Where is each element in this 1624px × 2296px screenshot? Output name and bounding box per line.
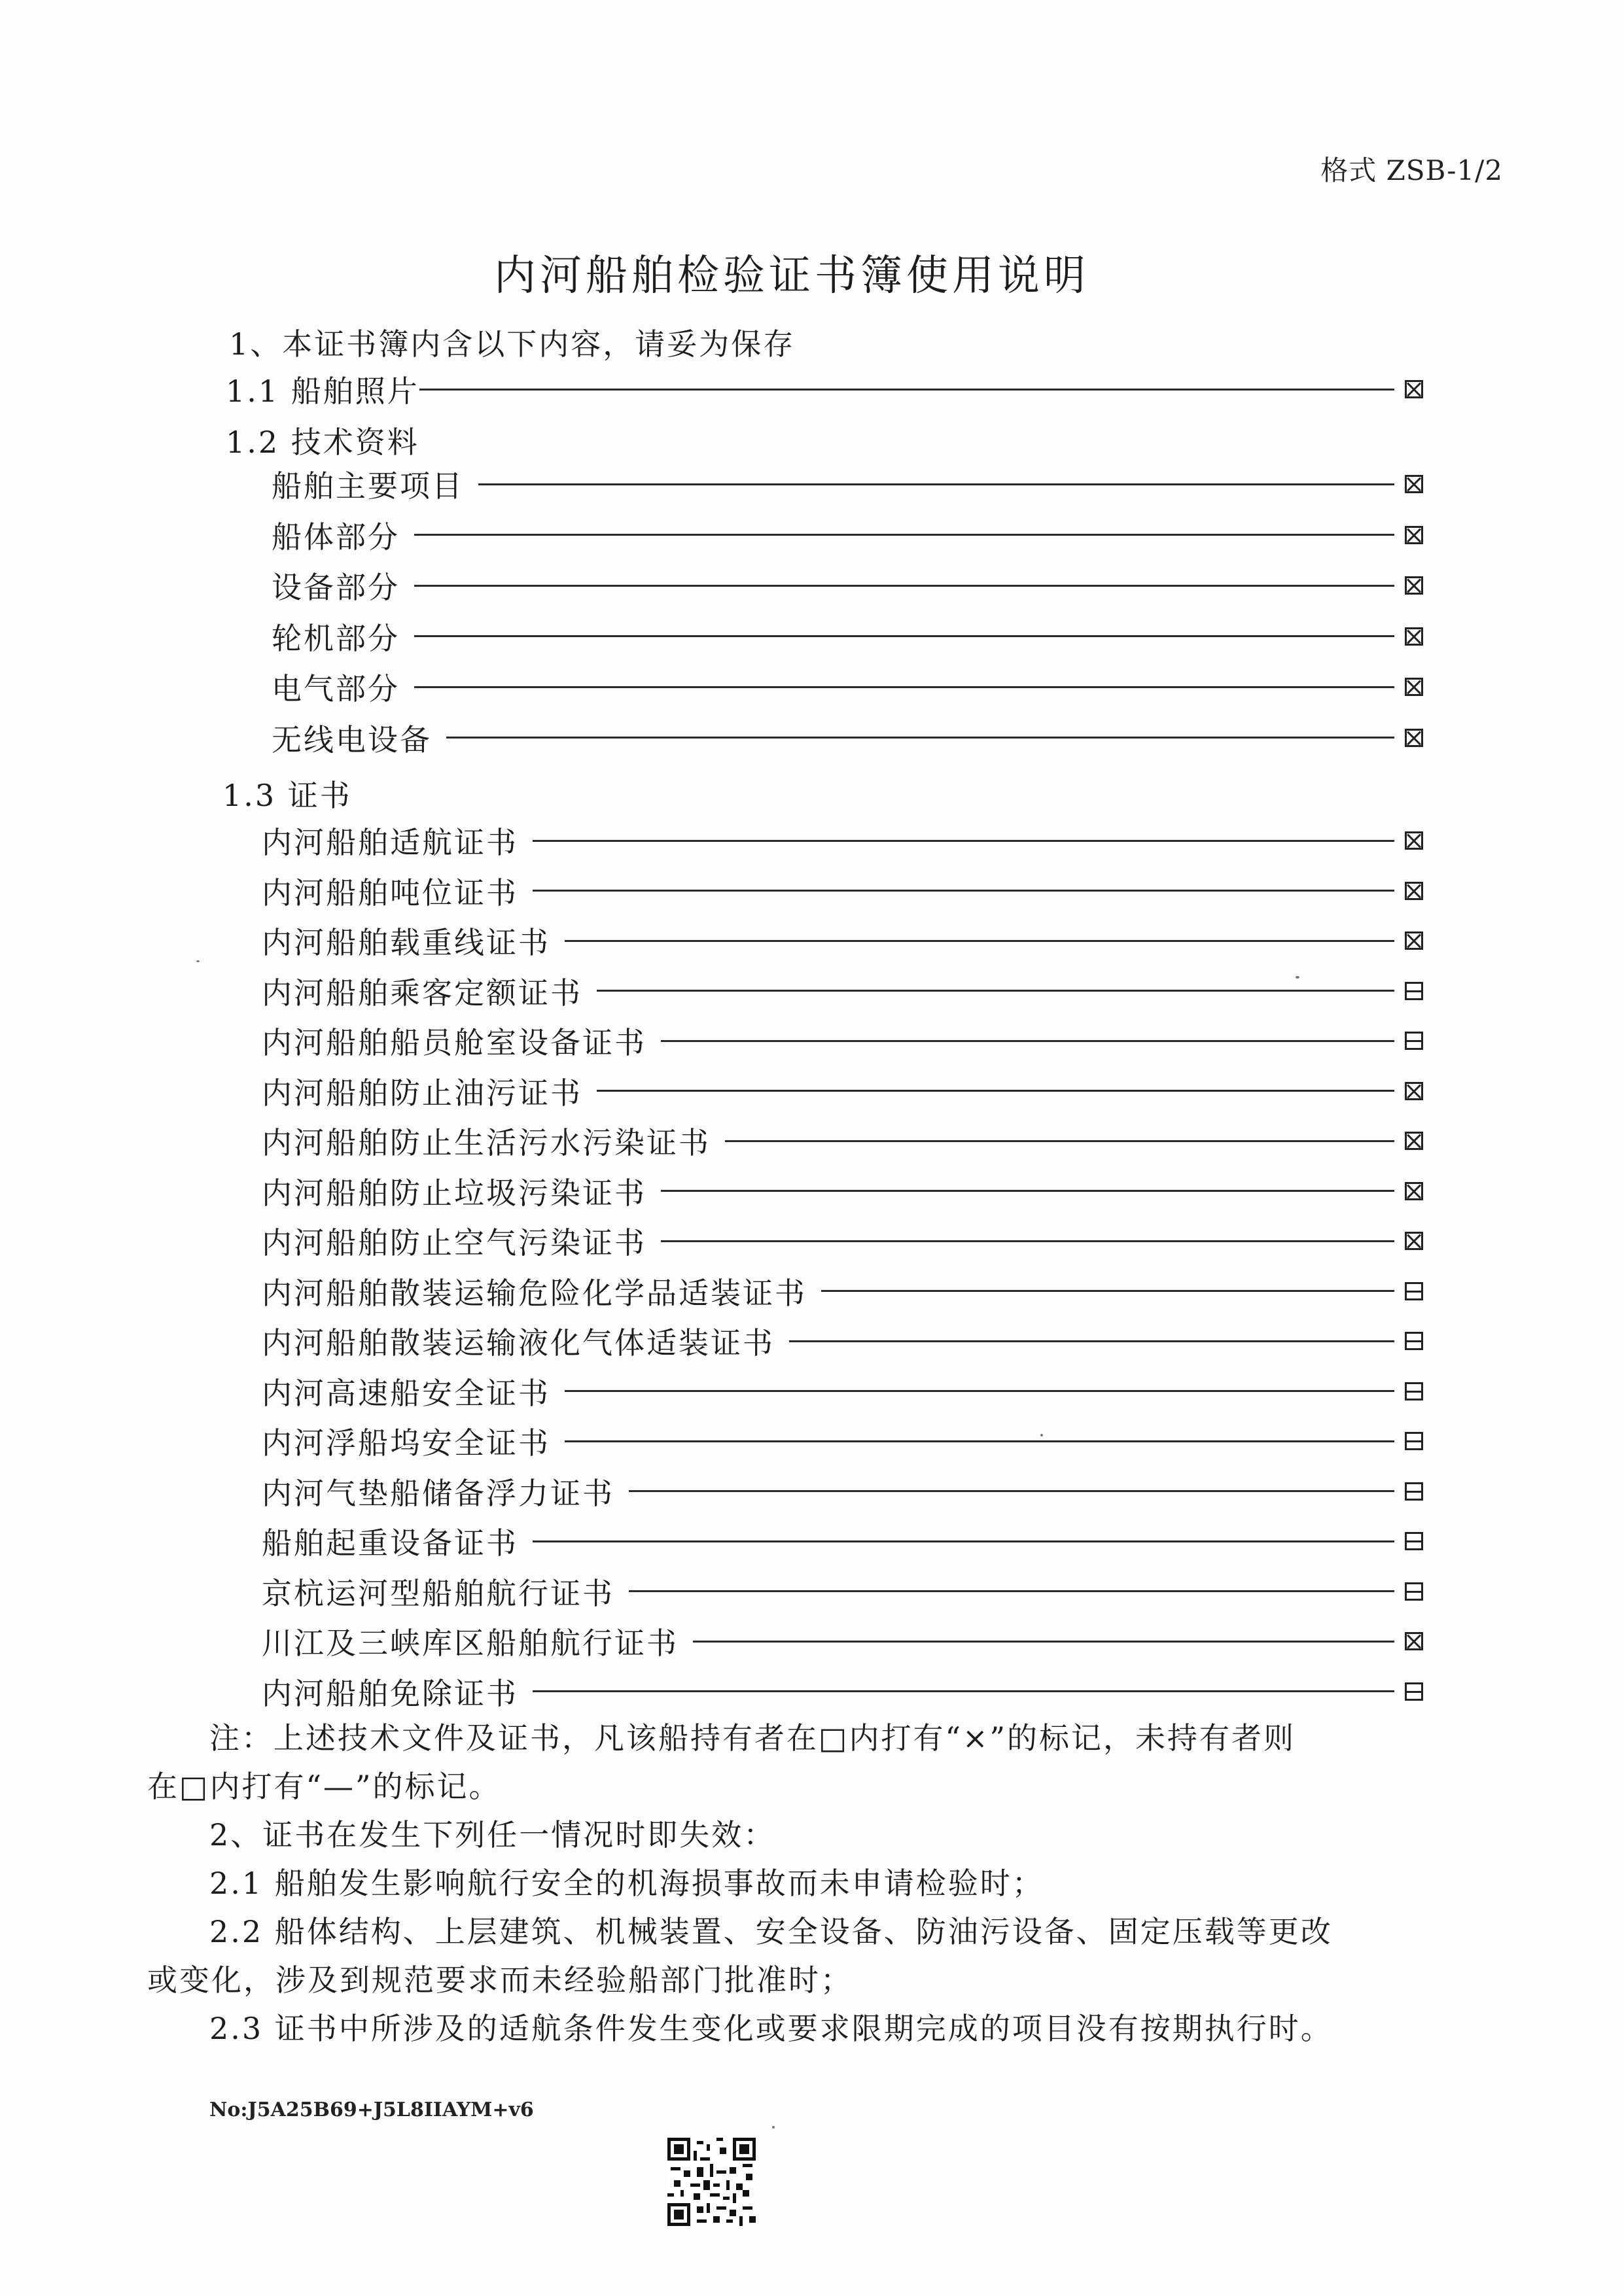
checked-box-icon [1405,1182,1423,1200]
clause-2-2-line-1: 2.2 船体结构、上层建筑、机械装置、安全设备、防油污设备、固定压载等更改 [209,1914,1333,1949]
certificate-item-label: 京杭运河型船舶航行证书 [262,1575,614,1611]
leader-line [661,1190,1394,1192]
certificate-item-label: 内河船舶适航证书 [262,825,518,860]
certificate-item-label: 内河船舶载重线证书 [262,925,550,960]
dash-box-icon [1405,1532,1423,1550]
clause-2-3: 2.3 证书中所涉及的适航条件发生变化或要求限期完成的项目没有按期执行时。 [209,2011,1333,2046]
check-box-icon [1405,380,1423,398]
checked-box-icon [1405,729,1423,747]
certificate-item-label: 内河船舶免除证书 [262,1675,518,1711]
note-line-1: 注：上述技术文件及证书，凡该船持有者在□内打有“×”的标记，未持有者则 [209,1720,1296,1756]
certificate-item [262,1622,1423,1661]
leader-line [565,940,1394,942]
tech-item [272,515,1423,555]
leader-line [446,737,1394,739]
certificate-item [262,1071,1423,1111]
leader-line [414,635,1394,637]
checked-box-icon [1405,1132,1423,1150]
leader-line [661,1040,1394,1042]
section-tech-heading: 1.2 技术资料 [226,425,419,460]
certificate-item [262,1372,1423,1411]
dash-box-icon [1405,1482,1423,1501]
tech-item-label: 船舶主要项目 [272,468,464,504]
certificate-item [262,1021,1423,1060]
tech-item-label: 轮机部分 [272,620,400,656]
certificate-item [262,1172,1423,1211]
certificate-item [262,871,1423,911]
dash-box-icon [1405,1582,1423,1601]
leader-line [533,1540,1394,1542]
certificate-item-label: 内河船舶防止油污证书 [262,1075,582,1111]
leader-line [629,1590,1394,1592]
dash-box-icon [1405,1032,1423,1050]
certificate-item [262,1572,1423,1611]
checked-box-icon [1405,1232,1423,1250]
leader-line [533,840,1394,842]
dash-box-icon [1405,1282,1423,1300]
certificate-item [262,1221,1423,1261]
checked-box-icon [1405,931,1423,950]
certificate-item [262,1522,1423,1561]
certificate-item [262,1472,1423,1511]
section-2-heading: 2、证书在发生下列任一情况时即失效： [209,1817,776,1852]
certificate-item-label: 船舶起重设备证书 [262,1525,518,1561]
leader-line [725,1140,1394,1142]
leader-line [693,1641,1394,1643]
checked-box-icon [1405,526,1423,544]
certificate-item [262,1421,1423,1461]
dash-box-icon [1405,1382,1423,1400]
leader-line [597,1090,1394,1092]
serial-number: No:J5A25B69+J5L8IIAYM+v6 [209,2098,534,2121]
certificate-item-label: 内河船舶防止垃圾污染证书 [262,1175,646,1211]
tech-item [272,718,1423,757]
clause-2-2-line-2: 或变化，涉及到规范要求而未经验船部门批准时； [147,1962,853,1998]
section-cert-heading: 1.3 证书 [222,778,352,813]
leader-line [565,1390,1394,1392]
tech-item [272,617,1423,656]
leader-line [533,1690,1394,1692]
leader-line [565,1440,1394,1442]
certificate-item [262,1321,1423,1361]
tech-item-label: 电气部分 [272,671,400,706]
qr-code-icon [667,2138,756,2226]
leader-line [821,1290,1394,1292]
document-title: 内河船舶检验证书簿使用说明 [494,252,1089,300]
checked-box-icon [1405,475,1423,493]
leader-line [478,483,1394,485]
tech-item [272,464,1423,504]
leader-line [533,890,1394,892]
leader-line [789,1340,1394,1342]
tech-item [272,566,1423,605]
dash-box-icon [1405,1332,1423,1350]
certificate-item-label: 内河船舶散装运输液化气体适装证书 [262,1325,775,1361]
certificate-item-label: 内河高速船安全证书 [262,1375,550,1411]
certificate-item [262,971,1423,1011]
checked-box-icon [1405,1632,1423,1650]
dash-box-icon [1405,982,1423,1000]
item-label: 1.1 船舶照片 [226,374,419,409]
note-line-2: 在□内打有“—”的标记。 [147,1769,501,1804]
leader-line [661,1240,1394,1242]
dash-box-icon [1405,1682,1423,1701]
leader-line [419,389,1394,391]
leader-line [414,534,1394,536]
dash-box-icon [1405,1432,1423,1450]
certificate-item-label: 内河气垫船储备浮力证书 [262,1475,614,1511]
certificate-item [262,1672,1423,1711]
checked-box-icon [1405,576,1423,595]
certificate-item-label: 内河船舶防止空气污染证书 [262,1225,646,1261]
tech-item-label: 船体部分 [272,519,400,555]
checked-box-icon [1405,831,1423,850]
format-code: 格式 ZSB-1/2 [1320,154,1503,186]
certificate-item-label: 内河船舶散装运输危险化学品适装证书 [262,1275,807,1311]
certificate-item-label: 内河船舶防止生活污水污染证书 [262,1125,711,1160]
certificate-item-label: 川江及三峡库区船舶航行证书 [262,1626,679,1661]
certificate-item-label: 内河船舶船员舱室设备证书 [262,1025,646,1060]
leader-line [629,1490,1394,1492]
certificate-item [262,821,1423,860]
intro-line: 1、本证书簿内含以下内容，请妥为保存 [229,326,796,362]
checked-box-icon [1405,1082,1423,1100]
leader-line [597,990,1394,992]
tech-item-label: 无线电设备 [272,722,432,757]
certificate-item-label: 内河船舶乘客定额证书 [262,975,582,1011]
clause-2-1: 2.1 船舶发生影响航行安全的机海损事故而未申请检验时； [209,1866,1044,1901]
checked-box-icon [1405,627,1423,646]
certificate-item-label: 内河船舶吨位证书 [262,875,518,911]
leader-line [414,585,1394,587]
leader-line [414,686,1394,688]
certificate-item [262,1272,1423,1311]
certificate-item-label: 内河浮船坞安全证书 [262,1425,550,1461]
certificate-item [262,1121,1423,1160]
checked-box-icon [1405,882,1423,900]
item-ship-photo [226,370,1423,409]
checked-box-icon [1405,678,1423,696]
tech-item [272,667,1423,706]
certificate-item [262,921,1423,960]
tech-item-label: 设备部分 [272,570,400,605]
